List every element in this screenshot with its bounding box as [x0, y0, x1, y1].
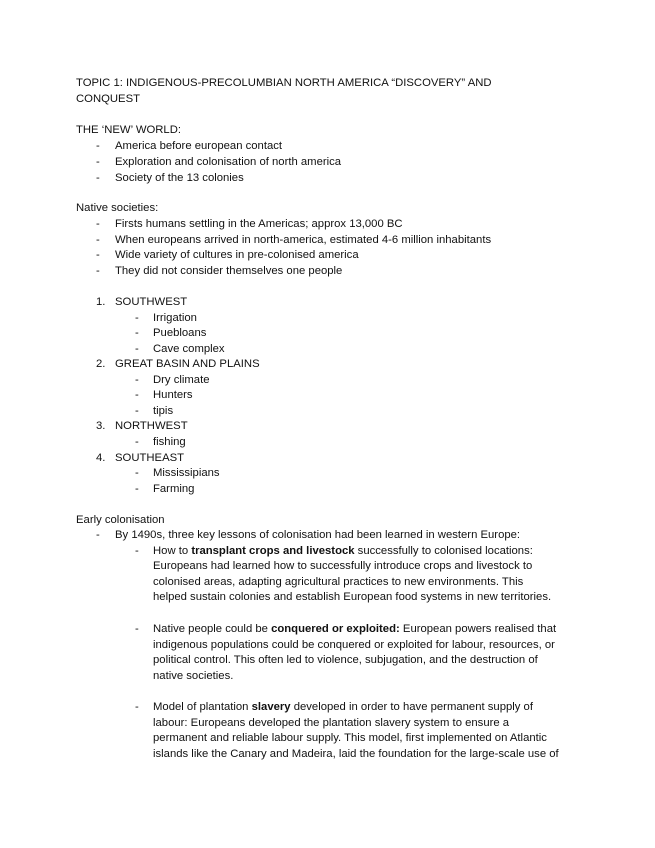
- lesson-1-bold: transplant crops and livestock: [191, 545, 355, 557]
- bullet-dash: -: [135, 701, 139, 713]
- bullet-dash: -: [135, 312, 139, 324]
- lesson-3-line: permanent and reliable labour supply. This model, first implemented on Atlantic: [153, 732, 547, 744]
- title-line-2: CONQUEST: [76, 93, 141, 105]
- lesson-3-line: islands like the Canary and Madeira, laid the foundation for the large-scale use of: [153, 748, 559, 760]
- bullet-dash: -: [135, 545, 139, 557]
- list-item: When europeans arrived in north-america, estimated 4-6 million inhabitants: [115, 234, 492, 246]
- region-number: 1.: [96, 296, 106, 308]
- lesson-3-bold: slavery: [251, 701, 291, 713]
- region-name: SOUTHEAST: [115, 452, 185, 464]
- bullet-dash: -: [135, 436, 139, 448]
- list-item: fishing: [153, 436, 186, 448]
- bullet-dash: -: [135, 343, 139, 355]
- list-item: Hunters: [153, 389, 193, 401]
- bullet-dash: -: [135, 467, 139, 479]
- list-item: Society of the 13 colonies: [115, 172, 244, 184]
- region-name: NORTHWEST: [115, 420, 188, 432]
- lesson-1-pre: How to: [153, 545, 192, 557]
- title-line-1: TOPIC 1: INDIGENOUS-PRECOLUMBIAN NORTH AMERICA “DISCOVERY” AND: [76, 77, 492, 89]
- list-item: America before european contact: [115, 140, 283, 152]
- lesson-2-line: indigenous populations could be conquered or exploited for labour, resources, or: [153, 639, 555, 651]
- colonisation-heading: Early colonisation: [76, 514, 165, 526]
- bullet-dash: -: [96, 529, 100, 541]
- bullet-dash: -: [135, 405, 139, 417]
- list-item: Cave complex: [153, 343, 225, 355]
- lesson-1-line: helped sustain colonies and establish European food systems in new territories.: [153, 591, 552, 603]
- list-item: Irrigation: [153, 312, 197, 324]
- bullet-dash: -: [135, 389, 139, 401]
- lesson-2-line: political control. This often led to violence, subjugation, and the destruction of: [153, 654, 538, 666]
- new-world-heading: THE ‘NEW’ WORLD:: [76, 124, 182, 136]
- bullet-dash: -: [96, 265, 100, 277]
- bullet-dash: -: [96, 218, 100, 230]
- list-item: Mississipians: [153, 467, 220, 479]
- bullet-dash: -: [96, 156, 100, 168]
- lesson-2-pre: Native people could be: [153, 623, 272, 635]
- list-item: Puebloans: [153, 327, 207, 339]
- bullet-dash: -: [135, 623, 139, 635]
- list-item: tipis: [153, 405, 174, 417]
- list-item: Firsts humans settling in the Americas; approx 13,000 BC: [115, 218, 403, 230]
- lesson-2-post: European powers realised that: [399, 623, 557, 635]
- region-name: GREAT BASIN AND PLAINS: [115, 358, 260, 370]
- lesson-1-post: successfully to colonised locations:: [354, 545, 533, 557]
- lesson-2-lead: [153, 622, 556, 638]
- bullet-dash: -: [96, 234, 100, 246]
- list-item: Dry climate: [153, 374, 210, 386]
- bullet-dash: -: [96, 172, 100, 184]
- list-item: Exploration and colonisation of north america: [115, 156, 342, 168]
- region-number: 3.: [96, 420, 106, 432]
- lesson-1-lead: [153, 544, 533, 560]
- lesson-3-lead: [153, 700, 533, 716]
- bullet-dash: -: [135, 374, 139, 386]
- lesson-1-line: Europeans had learned how to successfully introduce crops and livestock to: [153, 560, 533, 572]
- bullet-dash: -: [96, 249, 100, 261]
- lesson-3-pre: Model of plantation: [153, 701, 252, 713]
- region-number: 4.: [96, 452, 106, 464]
- lesson-2-line: native societies.: [153, 670, 234, 682]
- native-heading: Native societies:: [76, 202, 159, 214]
- list-item: They did not consider themselves one people: [115, 265, 343, 277]
- bullet-dash: -: [135, 483, 139, 495]
- region-name: SOUTHWEST: [115, 296, 188, 308]
- lesson-3-line: labour: Europeans developed the plantation slavery system to ensure a: [153, 717, 510, 729]
- region-number: 2.: [96, 358, 106, 370]
- bullet-dash: -: [135, 327, 139, 339]
- lesson-1-line: colonised areas, adapting agricultural practices to new environments. This: [153, 576, 524, 588]
- list-item: Farming: [153, 483, 195, 495]
- list-item: Wide variety of cultures in pre-colonised america: [115, 249, 359, 261]
- lesson-2-bold: conquered or exploited:: [271, 623, 400, 635]
- colonisation-intro: By 1490s, three key lessons of colonisation had been learned in western Europe:: [115, 529, 521, 541]
- bullet-dash: -: [96, 140, 100, 152]
- lesson-3-post: developed in order to have permanent supply of: [290, 701, 533, 713]
